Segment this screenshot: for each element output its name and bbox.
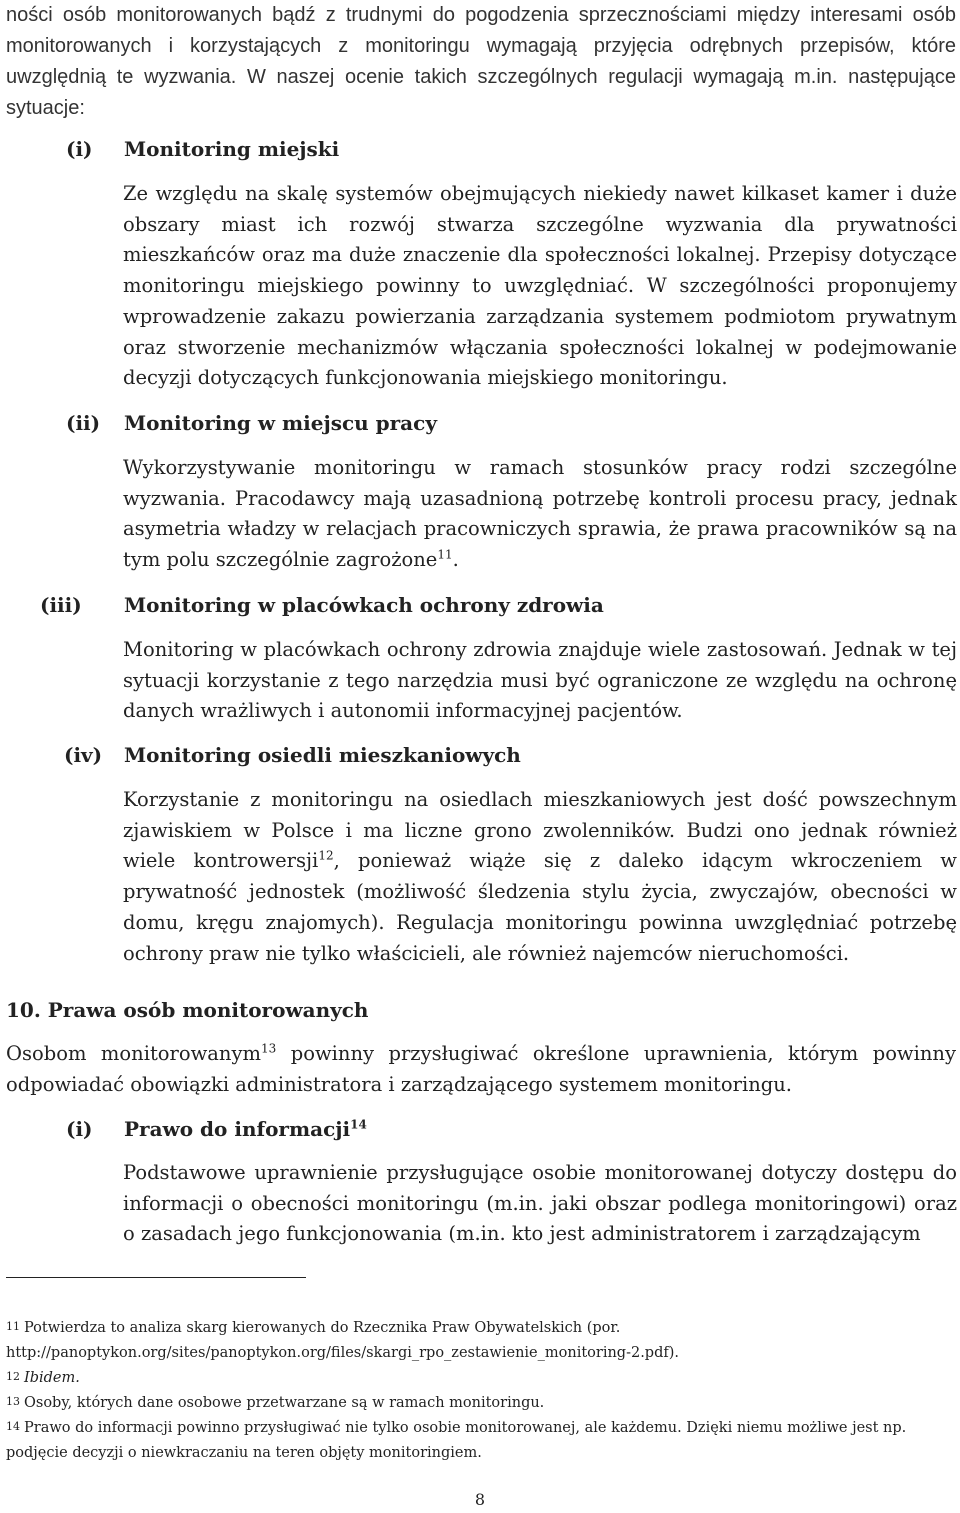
footnote-text: Prawo do informacji powinno przysługiwać nie tylko osobie monitorowanej, ale każdemu. Dzięki niemu możliwe jest np. podjęcie decyzji o niewkraczaniu na teren objęty monitoringiem.: [6, 1420, 907, 1461]
intro-paragraph: ności osób monitorowanych bądź z trudnymi do pogodzenia sprzecznościami między interesami osób monitorowanych i korzystających z monitoringu wymagają przyjęcia odrębnych przepisów, które uwzględnią te wyzwania. W naszej ocenie takich szczególnych regulacji wymagają m.in. następujące sytuacje:: [6, 4, 956, 119]
item-paragraph-text: Korzystanie z monitoringu na osiedlach mieszkaniowych jest dość powszechnym zjawiskiem w Polsce i ma liczne grono zwolenników. Budzi ono jednak również wiele kontrowersji: [123, 788, 957, 873]
footnote-text: Ibidem.: [24, 1370, 80, 1386]
footnote-text: Potwierdza to analiza skarg kierowanych do Rzecznika Praw Obywatelskich (por.: [24, 1320, 621, 1336]
footnote-text: Osoby, których dane osobowe przetwarzane są w ramach monitoringu.: [24, 1395, 545, 1411]
item-paragraph: Podstawowe uprawnienie przysługujące osobie monitorowanej dotyczy dostępu do informacji o obecności monitoringu (m.in. jaki obszar podlega monitoringowi) oraz o zasadach jego funkcjonowania (m.in. kto jest administratorem i zarządzającym: [123, 1161, 957, 1246]
item-heading: [124, 1114, 367, 1144]
footnote: [6, 1414, 956, 1466]
item-heading: Monitoring w miejscu pracy: [124, 411, 437, 435]
page-number: 8: [474, 1490, 486, 1509]
item-paragraph-text: , ponieważ wiąże się z daleko idącym wkroczeniem w prywatność jednostek (możliwość śledzenia stylu życia, zwyczajów, obecności w domu, kręgu znajomych). Regulacja monitoringu powinna uwzględniać potrzebę ochrony praw nie tylko właścicieli, ale również najemców nieruchomości.: [123, 849, 957, 965]
footnote-number: 14: [6, 1420, 20, 1433]
item-paragraph-text: Wykorzystywanie monitoringu w ramach stosunków pracy rodzi szczególne wyzwania. Pracodawcy mają uzasadnioną potrzebę kontroli procesu pracy, jednak asymetria władzy w relacjach pracowniczych sprawia, że prawa pracowników są na tym polu szczególnie zagrożone: [123, 456, 957, 572]
footnote: [6, 1389, 956, 1416]
footnote-ref: 13: [260, 1041, 277, 1056]
footnote-separator: [6, 1277, 306, 1278]
item-number: (i): [66, 137, 93, 161]
item-paragraph: Ze względu na skalę systemów obejmujących niekiedy nawet kilkaset kamer i duże obszary miast ich rozwój stwarza szczególne wyzwania dla prywatności mieszkańców oraz ma duże znaczenie dla społeczności lokalnej. Przepisy dotyczące monitoringu miejskiego powinny to uwzględniać. W szczególności proponujemy wprowadzenie zakazu powierzania zarządzania systemem podmiotom prywatnym oraz stworzenie mechanizmów włączania społeczności lokalnej w podejmowanie decyzji dotyczących funkcjonowania miejskiego monitoringu.: [123, 182, 957, 390]
section-paragraph-text: powinny przysługiwać określone uprawnienia, którym powinny odpowiadać obowiązki administratora i zarządzającego systemem monitoringu.: [6, 1042, 956, 1096]
section-paragraph: [6, 1039, 956, 1100]
footnote-ref: 14: [350, 1117, 367, 1132]
item-heading: Monitoring osiedli mieszkaniowych: [124, 743, 521, 767]
footnote-ref: 11: [437, 547, 453, 562]
item-paragraph-tail: .: [452, 548, 459, 572]
footnote-link[interactable]: http://panoptykon.org/sites/panoptykon.org/files/skargi_rpo_zestawienie_monitoring-2.pdf).: [6, 1345, 680, 1361]
footnote-number: 11: [6, 1320, 20, 1333]
section-heading: 10. Prawa osób monitorowanych: [6, 998, 369, 1022]
item-heading: Monitoring w placówkach ochrony zdrowia: [124, 593, 604, 617]
item-number: (ii): [66, 411, 101, 435]
footnote: [6, 1364, 956, 1391]
item-number: (iii): [40, 593, 82, 617]
item-number: (i): [66, 1117, 93, 1141]
footnote: [6, 1314, 956, 1366]
item-paragraph: Monitoring w placówkach ochrony zdrowia znajduje wiele zastosowań. Jednak w tej sytuacji korzystanie z tego narzędzia musi być ograniczone ze względu na ochronę danych wrażliwych i autonomii informacyjnej pacjentów.: [123, 638, 957, 723]
section-paragraph-text: Osobom monitorowanym: [6, 1042, 261, 1065]
item-heading: Monitoring miejski: [124, 137, 340, 161]
item-paragraph: [123, 785, 957, 969]
footnote-number: 12: [6, 1370, 20, 1383]
item-heading-text: Prawo do informacji: [124, 1117, 351, 1141]
footnote-ref: 12: [318, 848, 334, 863]
item-paragraph: [123, 453, 957, 576]
item-number: (iv): [64, 743, 103, 767]
footnote-number: 13: [6, 1395, 20, 1408]
